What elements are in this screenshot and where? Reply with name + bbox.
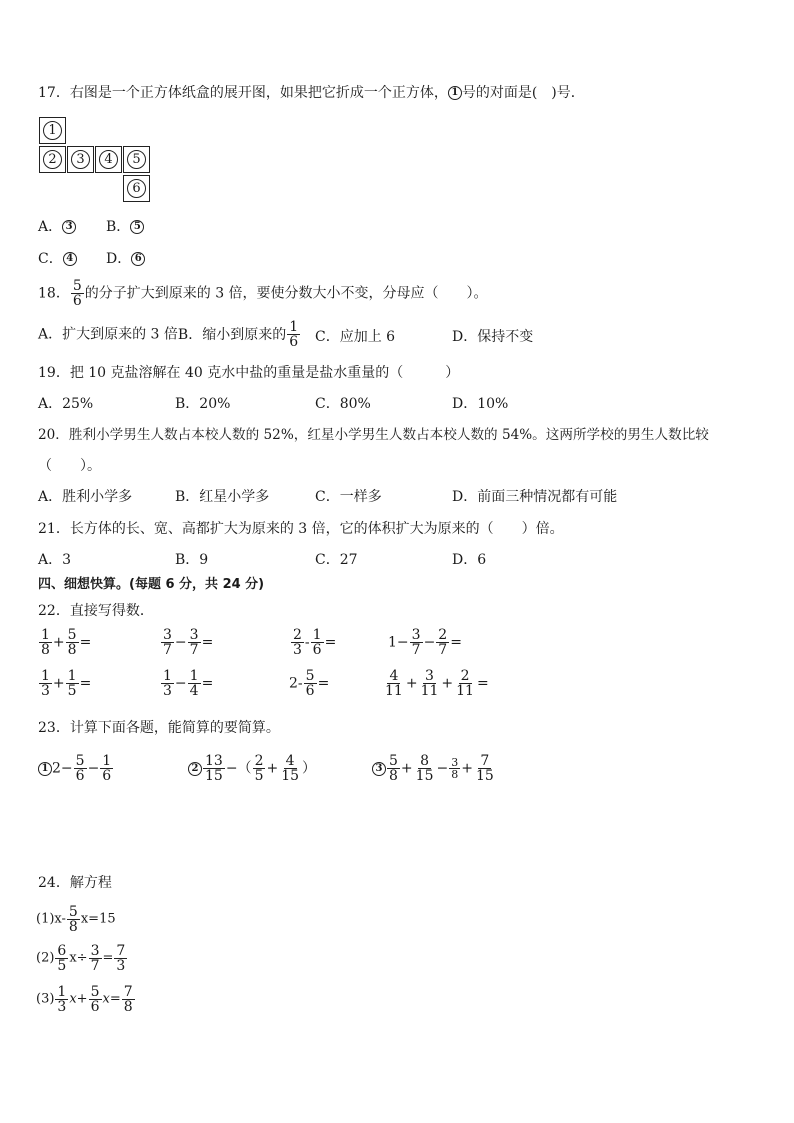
q23-title: 23．计算下面各题，能简算的要简算。 — [38, 720, 280, 736]
q18-option-b[interactable]: B．缩小到原来的 $\frac{1}{6}$ — [177, 319, 299, 350]
q19-option-d[interactable]: D．10% — [452, 396, 509, 412]
q18-options — [38, 320, 301, 349]
q20-option-b[interactable]: B．红星小学多 — [175, 489, 270, 505]
q17-option-d[interactable]: D． 6 — [106, 250, 145, 268]
net-cell-3: 3 — [67, 146, 94, 173]
q22-item-4: 1− $\frac{3}{7}$ − $\frac{2}{7}$ = — [388, 627, 462, 658]
q20-option-a[interactable]: A．胜利小学多 — [38, 489, 133, 505]
net-cell-5: 5 — [123, 146, 150, 173]
net-cell-1: 1 — [39, 117, 66, 144]
q22-title: 22．直接写得数． — [38, 603, 154, 619]
q24-equation-1: (1)x- $\frac{5}{8}$ x=15 — [36, 904, 116, 935]
q17-option-b[interactable]: B． 5 — [106, 218, 144, 236]
net-cell-4: 4 — [95, 146, 122, 173]
q20-option-d[interactable]: D．前面三种情况都有可能 — [452, 489, 618, 505]
q19-stem: 19．把 10 克盐溶解在 40 克水中盐的重量是盐水重量的（ ） — [38, 365, 460, 381]
q24-equation-3: (3) $\frac{1}{3}$ x+ $\frac{5}{6}$ x= $\frac{7}{8}$ — [36, 984, 133, 1015]
q18-stem: 18． $\frac{5}{6}$ 的分子扩大到原来的 3 倍，要使分数大小不变，分母应（ ）。 — [38, 278, 488, 309]
net-cell-6: 6 — [123, 175, 150, 202]
q22-item-8: $\frac{4}{11}$ + $\frac{3}{11}$ + $\frac{2}{11}$ = — [385, 668, 489, 699]
q17-option-a[interactable]: A． 3 — [38, 218, 76, 236]
q21-stem: 21．长方体的长、宽、高都扩大为原来的 3 倍，它的体积扩大为原来的（ ）倍。 — [38, 521, 564, 537]
q18-option-c[interactable]: C．应加上 6 — [315, 329, 396, 345]
q18-option-d[interactable]: D．保持不变 — [452, 329, 534, 345]
q19-option-c[interactable]: C．80% — [315, 396, 371, 412]
q22-item-6: $\frac{1}{3}$ − $\frac{1}{4}$ = — [163, 668, 214, 699]
q23-problem-3: 3 $\frac{5}{8}$ + $\frac{8}{15}$ − $\frac{3}{8}$ + $\frac{7}{15}$ — [372, 754, 497, 783]
section-heading: 四、细想快算。(每题 6 分，共 24 分) — [38, 577, 265, 592]
q23-problem-1: 1 2− $\frac{5}{6}$ − $\frac{1}{6}$ — [38, 754, 114, 783]
circled-one: 1 — [448, 86, 462, 100]
q19-option-b[interactable]: B．20% — [175, 396, 231, 412]
q22-item-2: $\frac{3}{7}$ − $\frac{3}{7}$ = — [163, 627, 214, 658]
q22-item-5: $\frac{1}{3}$ + $\frac{1}{5}$ = — [41, 668, 92, 699]
net-cell-2: 2 — [39, 146, 66, 173]
q19-option-a[interactable]: A．25% — [38, 396, 94, 412]
q17-option-c[interactable]: C． 4 — [38, 250, 77, 268]
q24-title: 24．解方程 — [38, 875, 112, 891]
q22-item-7: 2- $\frac{5}{6}$ = — [289, 668, 330, 699]
q20-stem: 20．胜利小学男生人数占本校人数的 52%，红星小学男生人数占本校人数的 54%。这两所学校的男生人数比较 — [38, 427, 709, 443]
q22-item-3: $\frac{2}{3}$ - $\frac{1}{6}$ = — [293, 627, 337, 658]
q23-problem-2: 2 $\frac{13}{15}$ −（ $\frac{2}{5}$ + $\frac{4}{15}$ ） — [188, 754, 316, 783]
q17-text-b: 号的对面是( )号． — [461, 85, 585, 101]
fraction: $\frac{5}{6}$ — [72, 278, 82, 309]
q20-stem-cont: （ ）。 — [38, 458, 101, 474]
q22-item-1: $\frac{1}{8}$ + $\frac{5}{8}$ = — [41, 627, 92, 658]
q18-option-a[interactable]: A．扩大到原来的 3 倍 — [38, 326, 178, 343]
q21-option-c[interactable]: C．27 — [315, 552, 358, 568]
q20-option-c[interactable]: C．一样多 — [315, 489, 382, 505]
q17-text-a: 17．右图是一个正方体纸盒的展开图，如果把它折成一个正方体， — [38, 85, 448, 101]
q21-option-b[interactable]: B．9 — [175, 552, 209, 568]
q17-stem — [38, 84, 585, 102]
q24-equation-2: (2) $\frac{6}{5}$ x÷ $\frac{3}{7}$ = $\frac{7}{3}$ — [36, 943, 126, 974]
q21-option-a[interactable]: A．3 — [38, 552, 72, 568]
q21-option-d[interactable]: D．6 — [452, 552, 487, 568]
